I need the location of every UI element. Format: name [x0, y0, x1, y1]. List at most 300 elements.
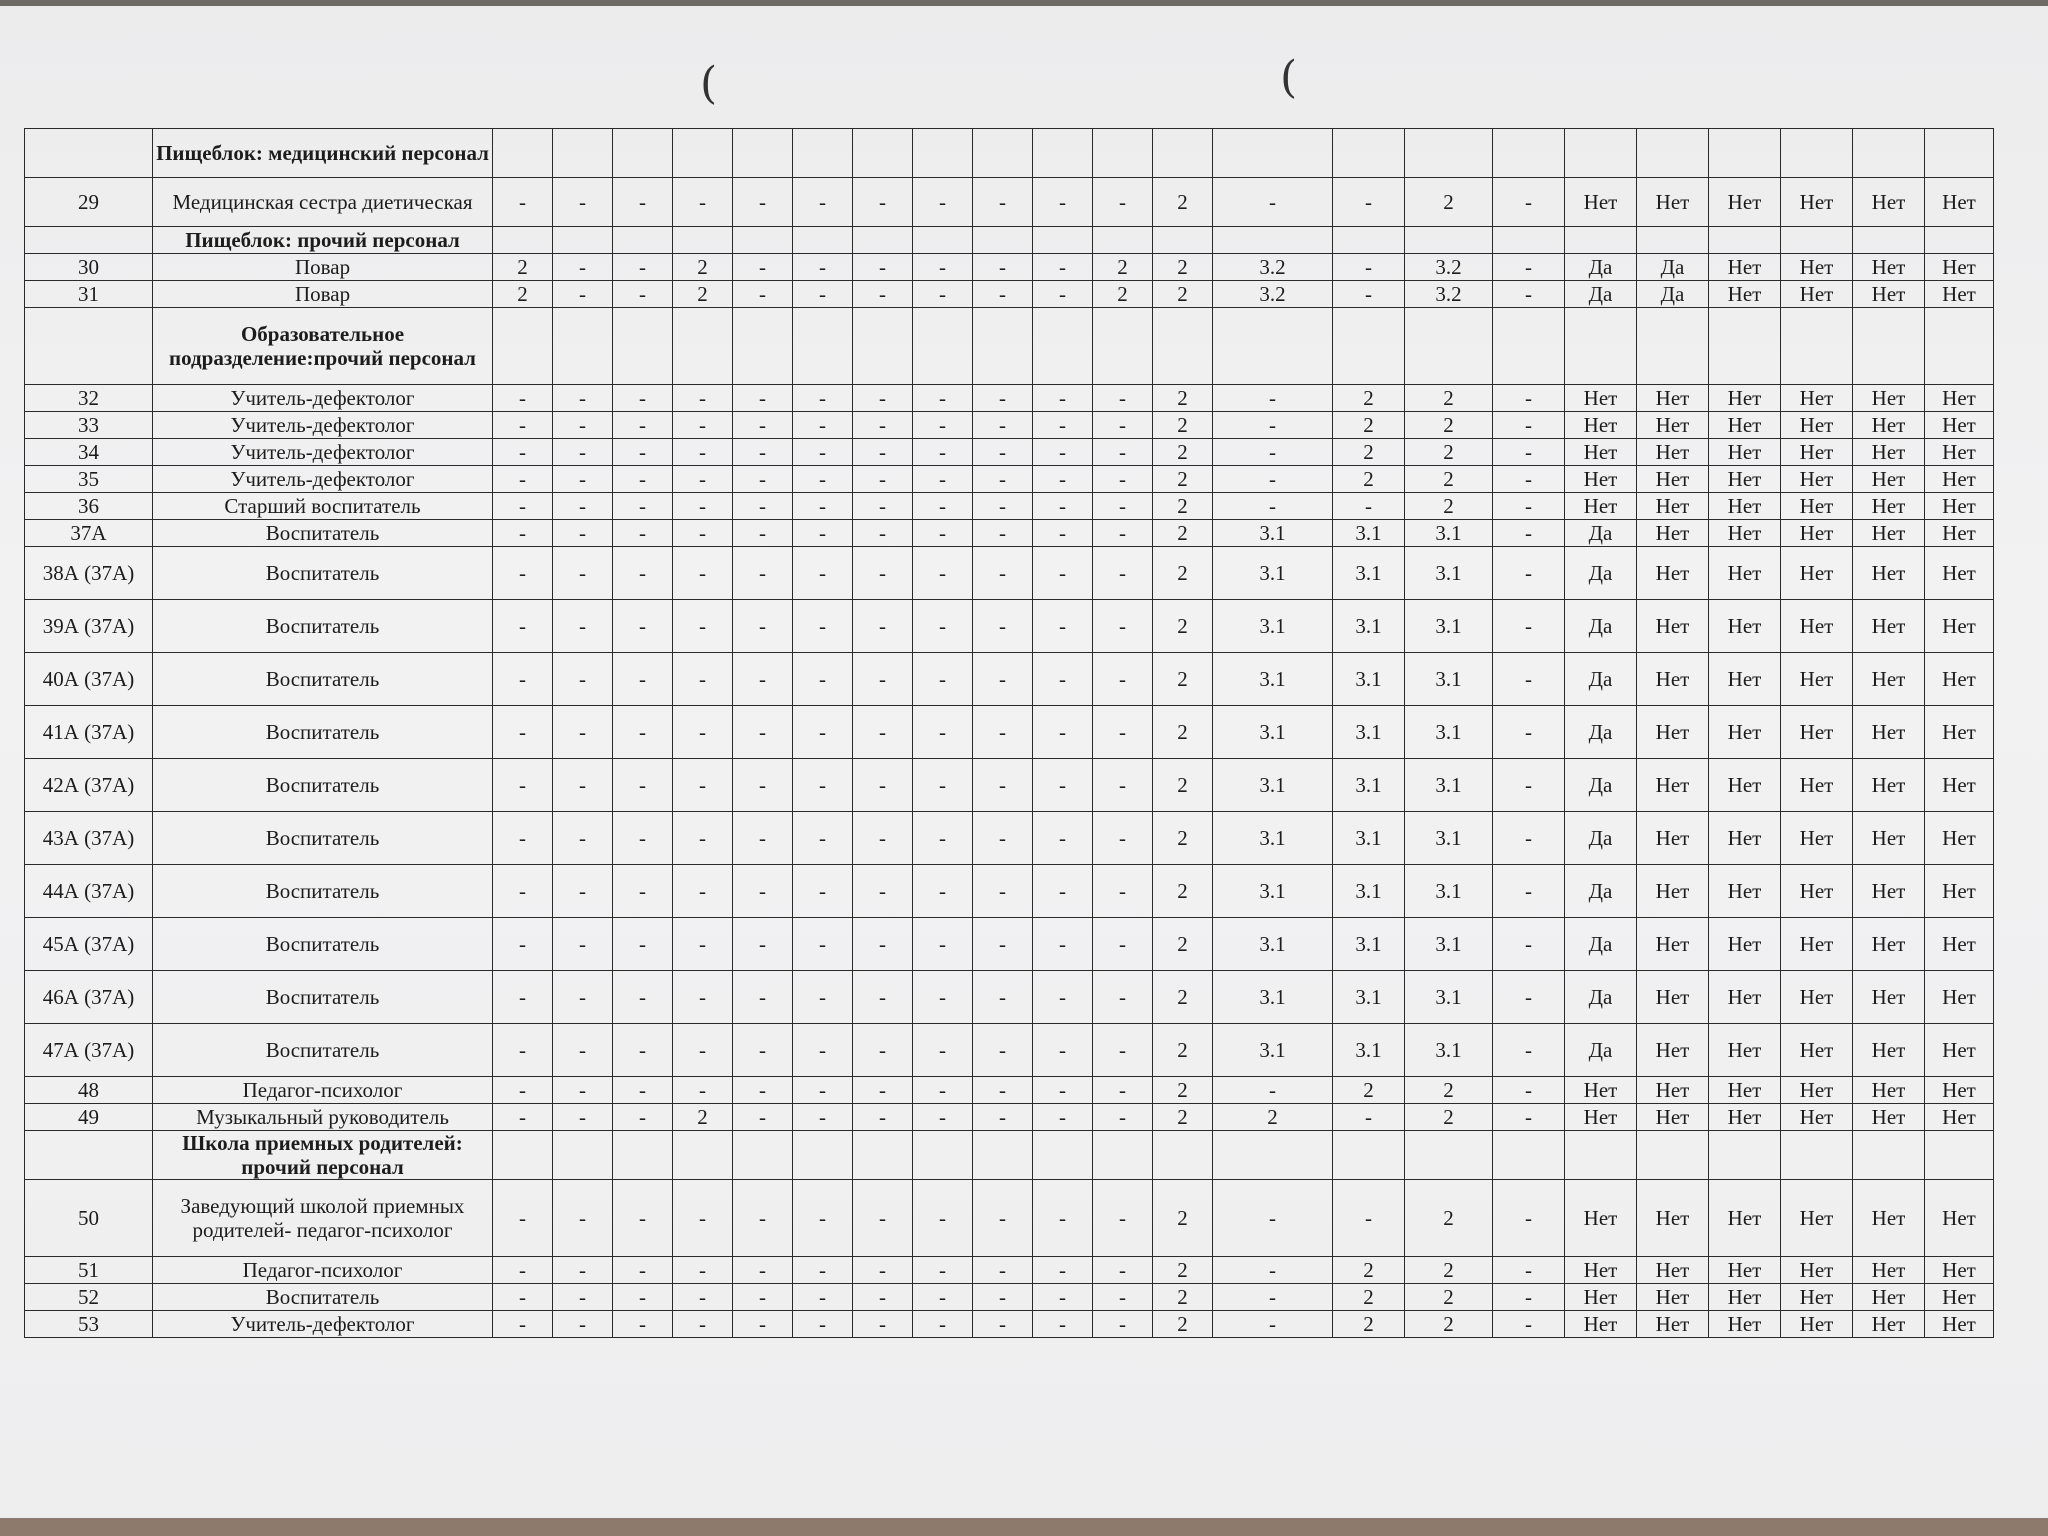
- value-cell: Нет: [1781, 759, 1853, 812]
- value-cell: Нет: [1781, 412, 1853, 439]
- value-cell: 3.1: [1213, 520, 1333, 547]
- value-cell: Нет: [1637, 1077, 1709, 1104]
- value-cell: -: [613, 439, 673, 466]
- value-cell: -: [913, 520, 973, 547]
- value-cell: Нет: [1709, 812, 1781, 865]
- row-number: 42А (37А): [25, 759, 153, 812]
- table-row: [25, 439, 1994, 466]
- value-cell: Нет: [1709, 706, 1781, 759]
- empty-cell: [1853, 308, 1925, 385]
- value-cell: -: [853, 281, 913, 308]
- empty-cell: [493, 1131, 553, 1180]
- value-cell: Нет: [1925, 281, 1994, 308]
- value-cell: -: [1093, 759, 1153, 812]
- value-cell: Нет: [1709, 1311, 1781, 1338]
- position-name: Повар: [153, 254, 493, 281]
- row-number: 53: [25, 1311, 153, 1338]
- value-cell: 3.1: [1213, 918, 1333, 971]
- value-cell: Нет: [1709, 1104, 1781, 1131]
- value-cell: -: [973, 547, 1033, 600]
- value-cell: -: [853, 653, 913, 706]
- empty-cell: [493, 308, 553, 385]
- value-cell: 2: [1153, 439, 1213, 466]
- table-row: [25, 865, 1994, 918]
- empty-cell: [1213, 1131, 1333, 1180]
- value-cell: -: [973, 812, 1033, 865]
- value-cell: -: [613, 1284, 673, 1311]
- table-row: [25, 412, 1994, 439]
- empty-cell: [793, 1131, 853, 1180]
- value-cell: Нет: [1925, 812, 1994, 865]
- value-cell: -: [1093, 706, 1153, 759]
- empty-cell: [1033, 308, 1093, 385]
- value-cell: -: [613, 812, 673, 865]
- value-cell: 2: [1405, 1284, 1493, 1311]
- empty-cell: [613, 129, 673, 178]
- value-cell: -: [913, 1257, 973, 1284]
- value-cell: Нет: [1565, 1104, 1637, 1131]
- value-cell: -: [1213, 412, 1333, 439]
- value-cell: Нет: [1565, 1077, 1637, 1104]
- value-cell: 2: [1153, 1311, 1213, 1338]
- position-name: Воспитатель: [153, 1024, 493, 1077]
- value-cell: -: [1493, 493, 1565, 520]
- value-cell: 2: [1093, 254, 1153, 281]
- value-cell: 3.1: [1333, 918, 1405, 971]
- value-cell: -: [793, 1180, 853, 1257]
- value-cell: -: [973, 706, 1033, 759]
- value-cell: -: [673, 600, 733, 653]
- value-cell: Нет: [1925, 466, 1994, 493]
- value-cell: -: [1493, 653, 1565, 706]
- empty-cell: [1709, 129, 1781, 178]
- row-number: 38А (37А): [25, 547, 153, 600]
- value-cell: -: [853, 1077, 913, 1104]
- value-cell: -: [553, 865, 613, 918]
- value-cell: Нет: [1565, 493, 1637, 520]
- value-cell: -: [913, 1284, 973, 1311]
- empty-cell: [1153, 129, 1213, 178]
- value-cell: -: [493, 547, 553, 600]
- table-row: [25, 1077, 1994, 1104]
- value-cell: -: [913, 653, 973, 706]
- value-cell: -: [973, 1284, 1033, 1311]
- value-cell: 2: [673, 1104, 733, 1131]
- value-cell: -: [1033, 971, 1093, 1024]
- value-cell: Нет: [1637, 178, 1709, 227]
- empty-cell: [1637, 129, 1709, 178]
- value-cell: Нет: [1637, 385, 1709, 412]
- value-cell: Нет: [1781, 466, 1853, 493]
- value-cell: Нет: [1637, 520, 1709, 547]
- value-cell: Нет: [1709, 1180, 1781, 1257]
- value-cell: -: [673, 1024, 733, 1077]
- value-cell: Нет: [1925, 865, 1994, 918]
- value-cell: -: [553, 812, 613, 865]
- value-cell: -: [1033, 600, 1093, 653]
- value-cell: -: [613, 1104, 673, 1131]
- value-cell: -: [1493, 600, 1565, 653]
- value-cell: Нет: [1853, 254, 1925, 281]
- value-cell: 3.1: [1405, 600, 1493, 653]
- value-cell: 3.1: [1333, 759, 1405, 812]
- value-cell: Нет: [1853, 971, 1925, 1024]
- value-cell: -: [673, 466, 733, 493]
- value-cell: -: [733, 412, 793, 439]
- row-number: 44А (37А): [25, 865, 153, 918]
- value-cell: -: [553, 493, 613, 520]
- value-cell: -: [1493, 1284, 1565, 1311]
- value-cell: -: [973, 653, 1033, 706]
- value-cell: -: [853, 254, 913, 281]
- value-cell: Нет: [1853, 281, 1925, 308]
- position-name: Воспитатель: [153, 865, 493, 918]
- value-cell: Нет: [1781, 1024, 1853, 1077]
- value-cell: -: [1493, 412, 1565, 439]
- value-cell: 2: [1153, 1077, 1213, 1104]
- value-cell: -: [733, 385, 793, 412]
- value-cell: 3.2: [1405, 254, 1493, 281]
- value-cell: -: [1093, 600, 1153, 653]
- value-cell: -: [973, 1104, 1033, 1131]
- value-cell: -: [733, 812, 793, 865]
- value-cell: Нет: [1925, 439, 1994, 466]
- value-cell: -: [853, 1180, 913, 1257]
- value-cell: -: [793, 520, 853, 547]
- value-cell: -: [1033, 1311, 1093, 1338]
- value-cell: -: [613, 1257, 673, 1284]
- empty-cell: [1781, 308, 1853, 385]
- value-cell: -: [673, 1284, 733, 1311]
- value-cell: Нет: [1853, 1024, 1925, 1077]
- value-cell: 3.1: [1333, 520, 1405, 547]
- value-cell: 2: [1405, 439, 1493, 466]
- value-cell: 3.2: [1405, 281, 1493, 308]
- value-cell: -: [853, 1284, 913, 1311]
- value-cell: -: [853, 385, 913, 412]
- empty-cell: [1153, 1131, 1213, 1180]
- value-cell: Нет: [1637, 547, 1709, 600]
- value-cell: Нет: [1709, 759, 1781, 812]
- value-cell: -: [673, 178, 733, 227]
- empty-cell: [1333, 308, 1405, 385]
- value-cell: -: [613, 520, 673, 547]
- value-cell: -: [1093, 812, 1153, 865]
- section-number-cell: [25, 1131, 153, 1180]
- value-cell: -: [913, 865, 973, 918]
- value-cell: Нет: [1709, 653, 1781, 706]
- value-cell: -: [853, 918, 913, 971]
- section-title: Школа приемных родителей: прочий персонал: [153, 1131, 493, 1180]
- value-cell: 2: [1333, 385, 1405, 412]
- value-cell: -: [913, 281, 973, 308]
- value-cell: -: [733, 439, 793, 466]
- position-name: Учитель-дефектолог: [153, 1311, 493, 1338]
- value-cell: 2: [1333, 412, 1405, 439]
- value-cell: -: [973, 1077, 1033, 1104]
- empty-cell: [1925, 129, 1994, 178]
- value-cell: -: [1213, 1077, 1333, 1104]
- value-cell: -: [613, 493, 673, 520]
- position-name: Воспитатель: [153, 706, 493, 759]
- value-cell: -: [1033, 1104, 1093, 1131]
- value-cell: Нет: [1637, 706, 1709, 759]
- value-cell: -: [1093, 466, 1153, 493]
- value-cell: -: [553, 600, 613, 653]
- empty-cell: [1853, 1131, 1925, 1180]
- empty-cell: [1213, 308, 1333, 385]
- value-cell: -: [973, 600, 1033, 653]
- value-cell: 2: [1153, 281, 1213, 308]
- value-cell: -: [673, 1257, 733, 1284]
- value-cell: -: [673, 385, 733, 412]
- value-cell: -: [1093, 1311, 1153, 1338]
- value-cell: -: [913, 493, 973, 520]
- value-cell: -: [733, 1257, 793, 1284]
- value-cell: -: [1033, 865, 1093, 918]
- row-number: 35: [25, 466, 153, 493]
- value-cell: -: [973, 493, 1033, 520]
- position-name: Педагог-психолог: [153, 1257, 493, 1284]
- staple-hole-mark: (: [700, 58, 718, 109]
- value-cell: -: [913, 547, 973, 600]
- value-cell: -: [553, 1284, 613, 1311]
- value-cell: 3.1: [1213, 653, 1333, 706]
- value-cell: Нет: [1709, 865, 1781, 918]
- value-cell: -: [493, 971, 553, 1024]
- value-cell: -: [1493, 385, 1565, 412]
- value-cell: 2: [1405, 1104, 1493, 1131]
- value-cell: -: [553, 412, 613, 439]
- value-cell: -: [613, 600, 673, 653]
- value-cell: -: [553, 653, 613, 706]
- value-cell: -: [493, 1257, 553, 1284]
- value-cell: Нет: [1637, 600, 1709, 653]
- value-cell: Да: [1565, 971, 1637, 1024]
- value-cell: 3.1: [1213, 547, 1333, 600]
- value-cell: 2: [1405, 493, 1493, 520]
- value-cell: -: [613, 412, 673, 439]
- value-cell: Нет: [1853, 865, 1925, 918]
- value-cell: -: [913, 1311, 973, 1338]
- value-cell: -: [913, 918, 973, 971]
- empty-cell: [913, 1131, 973, 1180]
- table-row: [25, 466, 1994, 493]
- value-cell: 2: [1153, 918, 1213, 971]
- value-cell: -: [1493, 1104, 1565, 1131]
- empty-cell: [1637, 1131, 1709, 1180]
- value-cell: Нет: [1781, 385, 1853, 412]
- value-cell: Нет: [1565, 412, 1637, 439]
- value-cell: -: [1033, 520, 1093, 547]
- empty-cell: [1565, 1131, 1637, 1180]
- value-cell: -: [613, 653, 673, 706]
- table-row: [25, 812, 1994, 865]
- table-row: [25, 1284, 1994, 1311]
- value-cell: -: [1033, 706, 1093, 759]
- value-cell: 2: [1333, 1284, 1405, 1311]
- empty-cell: [853, 129, 913, 178]
- value-cell: -: [733, 706, 793, 759]
- value-cell: -: [493, 865, 553, 918]
- value-cell: 3.1: [1333, 865, 1405, 918]
- table-row: [25, 1104, 1994, 1131]
- empty-cell: [1093, 227, 1153, 254]
- row-number: 45А (37А): [25, 918, 153, 971]
- value-cell: -: [733, 1104, 793, 1131]
- value-cell: -: [493, 1077, 553, 1104]
- value-cell: Нет: [1925, 1077, 1994, 1104]
- empty-cell: [493, 227, 553, 254]
- value-cell: -: [1493, 439, 1565, 466]
- value-cell: -: [1033, 412, 1093, 439]
- value-cell: Нет: [1565, 178, 1637, 227]
- value-cell: -: [793, 1311, 853, 1338]
- value-cell: Нет: [1637, 1311, 1709, 1338]
- value-cell: -: [733, 1284, 793, 1311]
- value-cell: Нет: [1925, 1311, 1994, 1338]
- value-cell: 2: [1153, 971, 1213, 1024]
- value-cell: -: [613, 1311, 673, 1338]
- value-cell: Нет: [1637, 466, 1709, 493]
- value-cell: -: [793, 281, 853, 308]
- value-cell: -: [793, 1257, 853, 1284]
- empty-cell: [1709, 1131, 1781, 1180]
- value-cell: 3.1: [1405, 653, 1493, 706]
- value-cell: Нет: [1925, 178, 1994, 227]
- value-cell: -: [913, 1180, 973, 1257]
- value-cell: 2: [1405, 178, 1493, 227]
- row-number: 29: [25, 178, 153, 227]
- value-cell: -: [553, 1024, 613, 1077]
- value-cell: Нет: [1853, 412, 1925, 439]
- value-cell: Нет: [1709, 439, 1781, 466]
- value-cell: 3.1: [1333, 812, 1405, 865]
- empty-cell: [1925, 1131, 1994, 1180]
- value-cell: -: [673, 918, 733, 971]
- value-cell: -: [493, 385, 553, 412]
- row-number: 30: [25, 254, 153, 281]
- value-cell: -: [733, 466, 793, 493]
- empty-cell: [1493, 1131, 1565, 1180]
- value-cell: -: [493, 178, 553, 227]
- row-number: 36: [25, 493, 153, 520]
- value-cell: 2: [673, 281, 733, 308]
- value-cell: 2: [1405, 1311, 1493, 1338]
- value-cell: Да: [1637, 254, 1709, 281]
- value-cell: Нет: [1637, 1104, 1709, 1131]
- value-cell: 2: [1405, 412, 1493, 439]
- value-cell: -: [673, 1311, 733, 1338]
- value-cell: -: [553, 178, 613, 227]
- empty-cell: [1637, 308, 1709, 385]
- value-cell: 3.1: [1213, 812, 1333, 865]
- empty-cell: [733, 227, 793, 254]
- value-cell: Нет: [1709, 1284, 1781, 1311]
- desk-surface: [0, 1518, 2048, 1536]
- value-cell: 2: [493, 254, 553, 281]
- value-cell: -: [793, 918, 853, 971]
- value-cell: -: [1493, 812, 1565, 865]
- section-header-row: [25, 308, 1994, 385]
- value-cell: Нет: [1781, 547, 1853, 600]
- value-cell: 2: [1153, 759, 1213, 812]
- value-cell: -: [913, 385, 973, 412]
- value-cell: -: [973, 281, 1033, 308]
- value-cell: -: [853, 1257, 913, 1284]
- value-cell: Нет: [1781, 281, 1853, 308]
- value-cell: Нет: [1853, 1284, 1925, 1311]
- value-cell: -: [493, 1024, 553, 1077]
- value-cell: -: [613, 281, 673, 308]
- value-cell: -: [1093, 1024, 1153, 1077]
- table-row: [25, 1257, 1994, 1284]
- value-cell: Нет: [1709, 1024, 1781, 1077]
- empty-cell: [733, 129, 793, 178]
- value-cell: 3.1: [1405, 971, 1493, 1024]
- value-cell: -: [553, 466, 613, 493]
- position-name: Воспитатель: [153, 520, 493, 547]
- value-cell: 3.1: [1213, 706, 1333, 759]
- value-cell: Нет: [1637, 653, 1709, 706]
- value-cell: -: [493, 466, 553, 493]
- value-cell: -: [973, 759, 1033, 812]
- empty-cell: [1781, 227, 1853, 254]
- value-cell: -: [1093, 971, 1153, 1024]
- value-cell: 2: [1213, 1104, 1333, 1131]
- value-cell: 3.1: [1405, 1024, 1493, 1077]
- staff-working-conditions-table: [24, 128, 1994, 1338]
- value-cell: -: [1033, 1024, 1093, 1077]
- value-cell: -: [613, 466, 673, 493]
- value-cell: Да: [1565, 812, 1637, 865]
- value-cell: -: [493, 412, 553, 439]
- value-cell: -: [1033, 493, 1093, 520]
- value-cell: -: [1493, 254, 1565, 281]
- value-cell: -: [853, 706, 913, 759]
- value-cell: Нет: [1637, 1284, 1709, 1311]
- value-cell: -: [1493, 1024, 1565, 1077]
- table-row: [25, 547, 1994, 600]
- value-cell: 2: [1153, 466, 1213, 493]
- value-cell: Нет: [1637, 812, 1709, 865]
- value-cell: 3.1: [1405, 706, 1493, 759]
- value-cell: -: [733, 759, 793, 812]
- value-cell: Да: [1565, 520, 1637, 547]
- table-row: [25, 281, 1994, 308]
- empty-cell: [1333, 129, 1405, 178]
- value-cell: 3.2: [1213, 281, 1333, 308]
- value-cell: -: [913, 1104, 973, 1131]
- value-cell: -: [493, 1284, 553, 1311]
- value-cell: -: [613, 385, 673, 412]
- value-cell: Нет: [1853, 600, 1925, 653]
- empty-cell: [553, 308, 613, 385]
- value-cell: Нет: [1709, 254, 1781, 281]
- empty-cell: [853, 1131, 913, 1180]
- value-cell: -: [793, 439, 853, 466]
- value-cell: -: [1213, 1257, 1333, 1284]
- value-cell: Нет: [1781, 971, 1853, 1024]
- section-number-cell: [25, 308, 153, 385]
- value-cell: -: [553, 706, 613, 759]
- value-cell: Нет: [1925, 971, 1994, 1024]
- value-cell: -: [553, 971, 613, 1024]
- value-cell: Нет: [1709, 971, 1781, 1024]
- value-cell: -: [1093, 178, 1153, 227]
- value-cell: -: [493, 439, 553, 466]
- value-cell: -: [613, 706, 673, 759]
